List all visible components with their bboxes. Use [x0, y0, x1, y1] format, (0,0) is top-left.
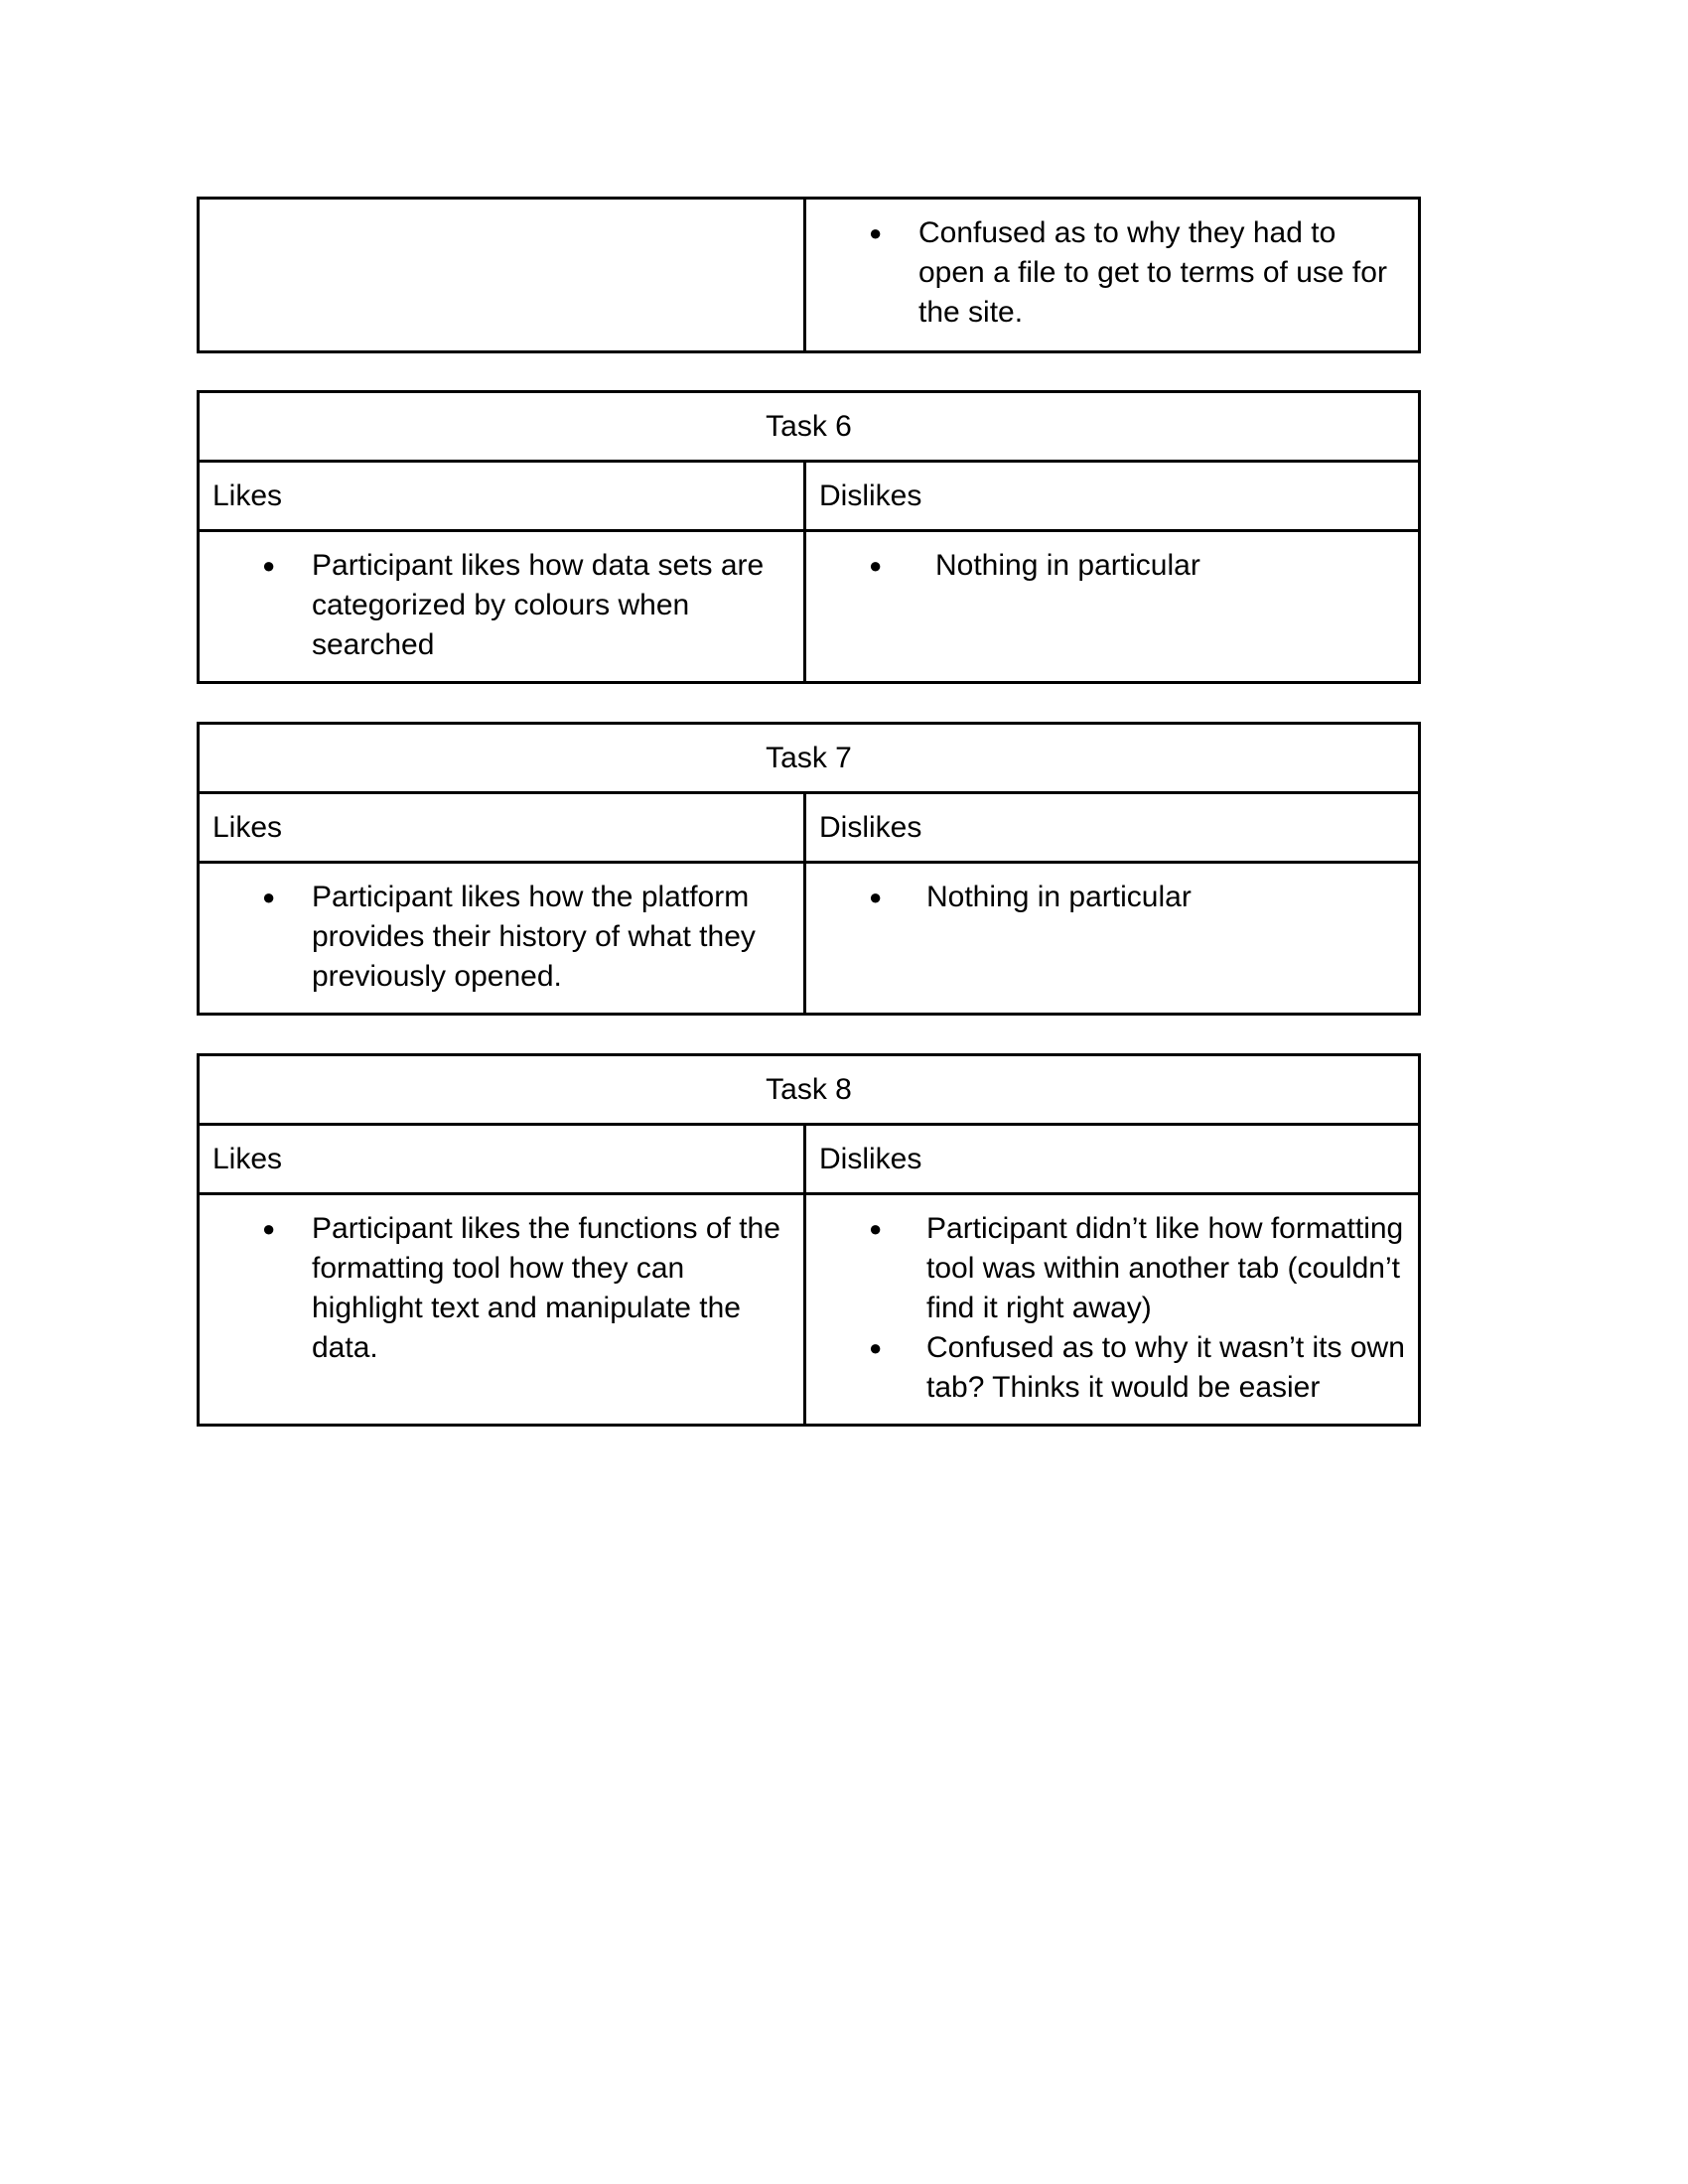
task-8-title: Task 8: [200, 1056, 1418, 1126]
bullet-icon: ●: [869, 220, 883, 245]
bullet-icon: ●: [262, 1216, 276, 1241]
task-8-likes-list: [200, 1209, 793, 1368]
bullet-icon: ●: [869, 885, 883, 909]
task-8-dislikes-list: [806, 1209, 1408, 1408]
continuation-dislikes-list: [806, 213, 1408, 333]
task-6-likes-cell: [200, 532, 806, 681]
task-6-table: [197, 390, 1421, 684]
bullet-icon: ●: [262, 885, 276, 909]
task-6-likes-header: Likes: [200, 463, 806, 532]
task-6-dislikes-cell: [806, 532, 1418, 681]
task-7-table: [197, 722, 1421, 1016]
list-item-text: Participant didn’t like how formatting tool was within another tab (couldn’t find it right away): [926, 1212, 1404, 1324]
task-7-likes-list: [200, 878, 793, 997]
task-6-dislikes-header: Dislikes: [806, 463, 1418, 532]
bullet-icon: ●: [262, 553, 276, 578]
task-7-dislikes-cell: [806, 864, 1418, 1013]
list-item: [806, 546, 1408, 586]
task-8-table: [197, 1053, 1421, 1427]
list-item: [200, 1209, 793, 1368]
list-item: [806, 1209, 1408, 1328]
task-6-title: Task 6: [200, 393, 1418, 463]
continuation-table: [197, 197, 1421, 353]
task-7-dislikes-list: [806, 878, 1408, 917]
list-item-text: Confused as to why they had to open a file to get to terms of use for the site.: [918, 216, 1387, 329]
bullet-icon: ●: [869, 1335, 883, 1360]
list-item: [200, 878, 793, 997]
task-8-likes-header: Likes: [200, 1126, 806, 1195]
continuation-dislikes-cell: [806, 200, 1418, 350]
list-item-text: Nothing in particular: [926, 881, 1192, 913]
bullet-icon: ●: [869, 1216, 883, 1241]
task-7-likes-header: Likes: [200, 794, 806, 864]
task-7-title: Task 7: [200, 725, 1418, 794]
continuation-likes-cell: [200, 200, 806, 350]
task-7-likes-cell: [200, 864, 806, 1013]
task-8-dislikes-header: Dislikes: [806, 1126, 1418, 1195]
task-6-dislikes-list: [806, 546, 1408, 586]
list-item: [806, 213, 1408, 333]
list-item-text: Participant likes the functions of the formatting tool how they can highlight text and manipulate the data.: [312, 1212, 780, 1364]
list-item-text: Nothing in particular: [935, 549, 1200, 582]
task-8-likes-cell: [200, 1195, 806, 1424]
list-item-text: Participant likes how the platform provides their history of what they previously opened.: [312, 881, 756, 993]
task-8-dislikes-cell: [806, 1195, 1418, 1424]
task-7-dislikes-header: Dislikes: [806, 794, 1418, 864]
task-6-likes-list: [200, 546, 793, 665]
list-item: [806, 878, 1408, 917]
list-item-text: Confused as to why it wasn’t its own tab? Thinks it would be easier: [926, 1331, 1405, 1404]
list-item-text: Participant likes how data sets are categorized by colours when searched: [312, 549, 765, 661]
list-item: [806, 1328, 1408, 1408]
list-item: [200, 546, 793, 665]
bullet-icon: ●: [869, 553, 883, 578]
